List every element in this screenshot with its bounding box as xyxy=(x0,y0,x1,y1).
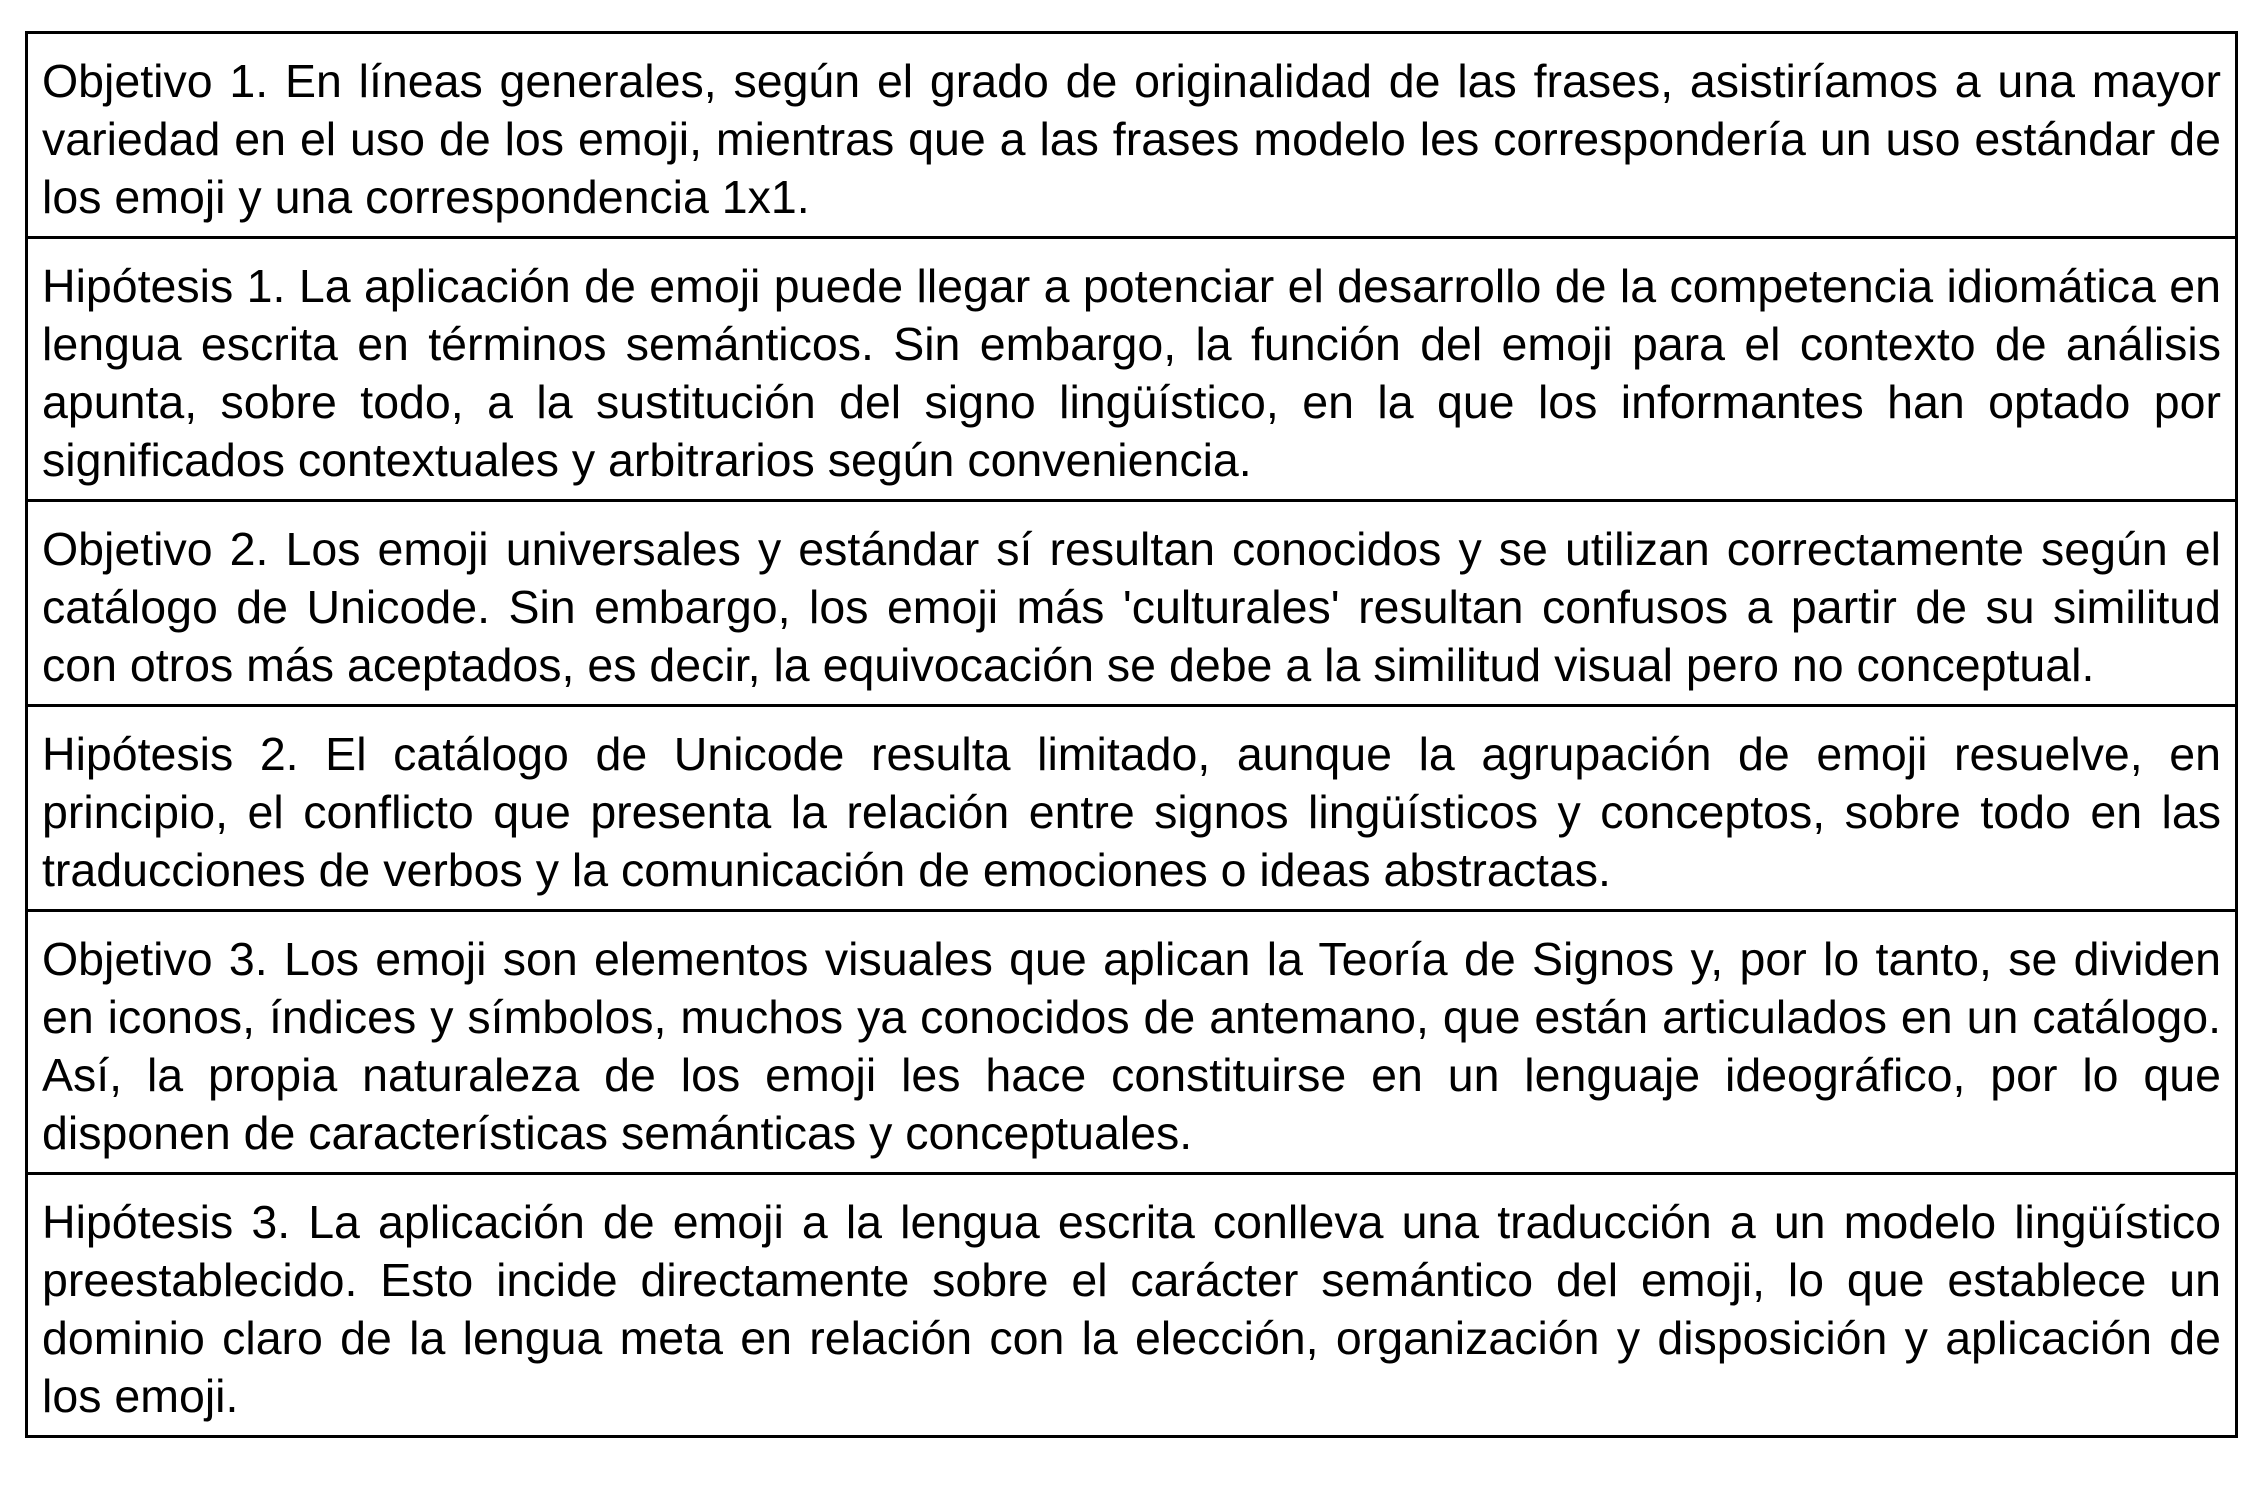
objective-1-cell: Objetivo 1. En líneas generales, según el grado de originalidad de las frases, asistiríamos a una mayor variedad en el uso de los emoji, mientras que a las frases modelo les correspondería un uso estándar de los emoji y una correspondencia 1x1. xyxy=(27,33,2237,238)
hypothesis-1-cell: Hipótesis 1. La aplicación de emoji puede llegar a potenciar el desarrollo de la competencia idiomática en lengua escrita en términos semánticos. Sin embargo, la función del emoji para el contexto de análisis apunta, sobre todo, a la sustitución del signo lingüístico, en la que los informantes han optado por significados contextuales y arbitrarios según conveniencia. xyxy=(27,238,2237,501)
objective-2-cell: Objetivo 2. Los emoji universales y estándar sí resultan conocidos y se utilizan correctamente según el catálogo de Unicode. Sin embargo, los emoji más 'culturales' resultan confusos a partir de su similitud con otros más aceptados, es decir, la equivocación se debe a la similitud visual pero no conceptual. xyxy=(27,501,2237,706)
table-row xyxy=(27,238,2237,501)
table-row xyxy=(27,1174,2237,1437)
table-row xyxy=(27,911,2237,1174)
objectives-hypotheses-table xyxy=(25,31,2238,1438)
hypothesis-2-cell: Hipótesis 2. El catálogo de Unicode resulta limitado, aunque la agrupación de emoji resuelve, en principio, el conflicto que presenta la relación entre signos lingüísticos y conceptos, sobre todo en las traducciones de verbos y la comunicación de emociones o ideas abstractas. xyxy=(27,706,2237,911)
hypothesis-3-cell: Hipótesis 3. La aplicación de emoji a la lengua escrita conlleva una traducción a un modelo lingüístico preestablecido. Esto incide directamente sobre el carácter semántico del emoji, lo que establece un dominio claro de la lengua meta en relación con la elección, organización y disposición y aplicación de los emoji. xyxy=(27,1174,2237,1437)
table-row xyxy=(27,33,2237,238)
table-row xyxy=(27,706,2237,911)
table-row xyxy=(27,501,2237,706)
objective-3-cell: Objetivo 3. Los emoji son elementos visuales que aplican la Teoría de Signos y, por lo tanto, se dividen en iconos, índices y símbolos, muchos ya conocidos de antemano, que están articulados en un catálogo. Así, la propia naturaleza de los emoji les hace constituirse en un lenguaje ideográfico, por lo que disponen de características semánticas y conceptuales. xyxy=(27,911,2237,1174)
